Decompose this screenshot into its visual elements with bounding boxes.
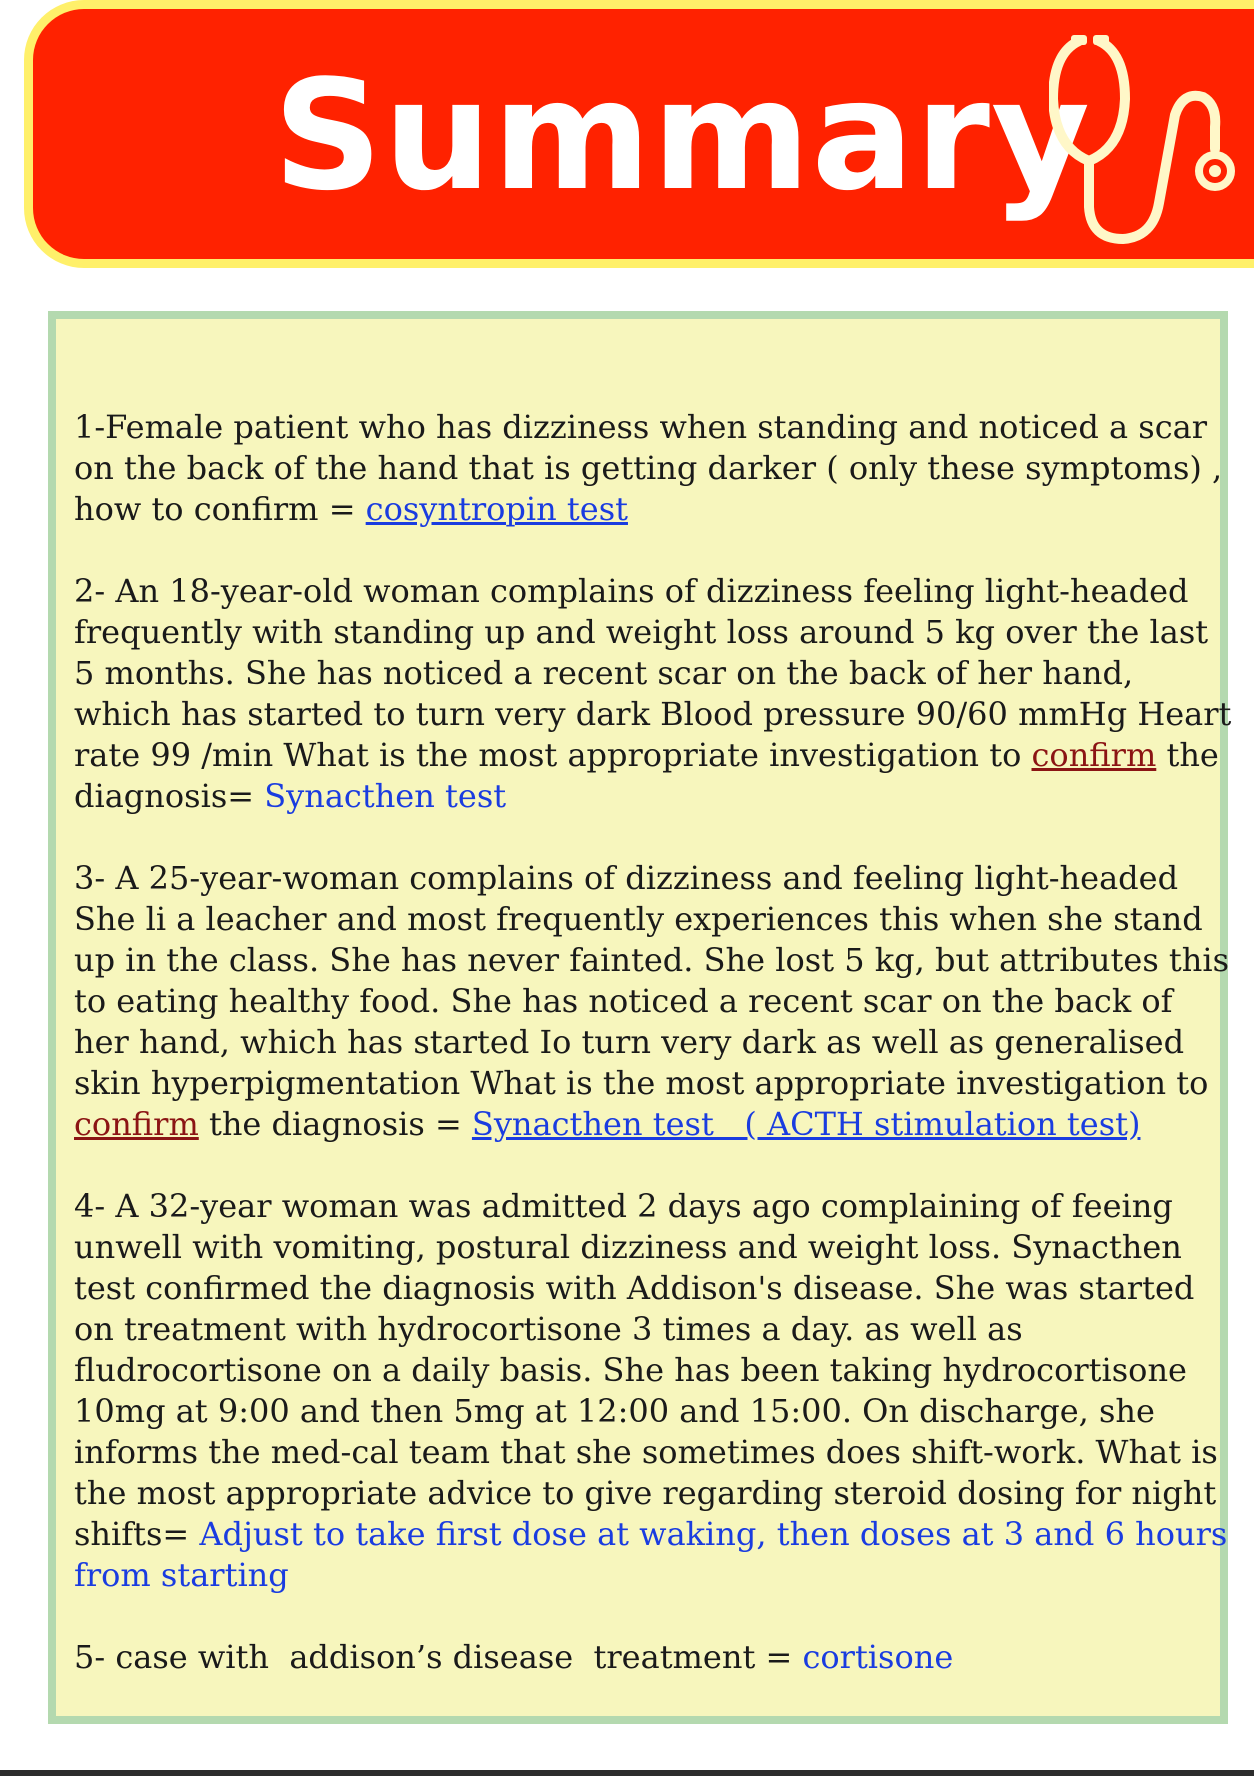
summary-panel — [48, 311, 1232, 1724]
summary-list — [74, 407, 1234, 1719]
confirm-link[interactable]: confirm — [74, 1105, 199, 1143]
answer-text: cortisone — [802, 1638, 954, 1676]
confirm-link[interactable]: confirm — [1031, 736, 1157, 774]
answer-text: Adjust to take first dose at waking, then doses at 3 and 6 hours from starting — [74, 1515, 1228, 1594]
stethoscope-icon — [1049, 27, 1254, 259]
page-title: Summary — [273, 47, 1092, 224]
summary-item-4: 4- A 32-year woman was admitted 2 days ago complaining of feeing unwell with vomiting, postural dizziness and weight loss. Synacthen test confirmed the diagnosis with Addison's disease. She was started on treatment with hydrocortisone 3 times a day. as well as fludrocortisone on a daily basis. She has been taking hydrocortisone 10mg at 9:00 and then 5mg at 12:00 and 15:00. On discharge, she informs the med-cal team that she sometimes does shift-work. What is the most appropriate advice to give regarding steroid dosing for night shifts= Adjust to take first dose at waking, then doses at 3 and 6 hours from starting — [74, 1187, 1228, 1594]
page-bottom-edge — [0, 1770, 1254, 1776]
summary-item-1: 1-Female patient who has dizziness when standing and noticed a scar on the back of the hand that is getting darker ( only these symptoms) , how to confirm = cosyntropin test — [74, 408, 1223, 528]
answer-text: Synacthen test — [264, 777, 507, 815]
summary-banner — [24, 0, 1254, 268]
answer-link[interactable]: Synacthen test ( ACTH stimulation test) — [471, 1105, 1141, 1143]
answer-link[interactable]: cosyntropin test — [365, 490, 628, 528]
summary-item-3: 3- A 25-year-woman complains of dizziness and feeling light-headed She li a leacher and most frequently experiences this when she stand up in the class. She has never fainted. She lost 5 kg, but attributes this to eating healthy food. She has noticed a recent scar on the back of her hand, which has started Io turn very dark as well as generalised skin hyperpigmentation What is the most appropriate investigation to confirm the diagnosis = Synacthen test ( ACTH stimulation test) — [74, 859, 1230, 1143]
summary-item-5: 5- case with addison’s disease treatment = cortisone — [74, 1638, 954, 1676]
summary-item-2: 2- An 18-year-old woman complains of dizziness feeling light-headed frequently with standing up and weight loss around 5 kg over the last 5 months. She has noticed a recent scar on the back of her hand, which has started to turn very dark Blood pressure 90/60 mmHg Heart rate 99 /min What is the most appropriate investigation to confirm the diagnosis= Synacthen test — [74, 572, 1232, 815]
